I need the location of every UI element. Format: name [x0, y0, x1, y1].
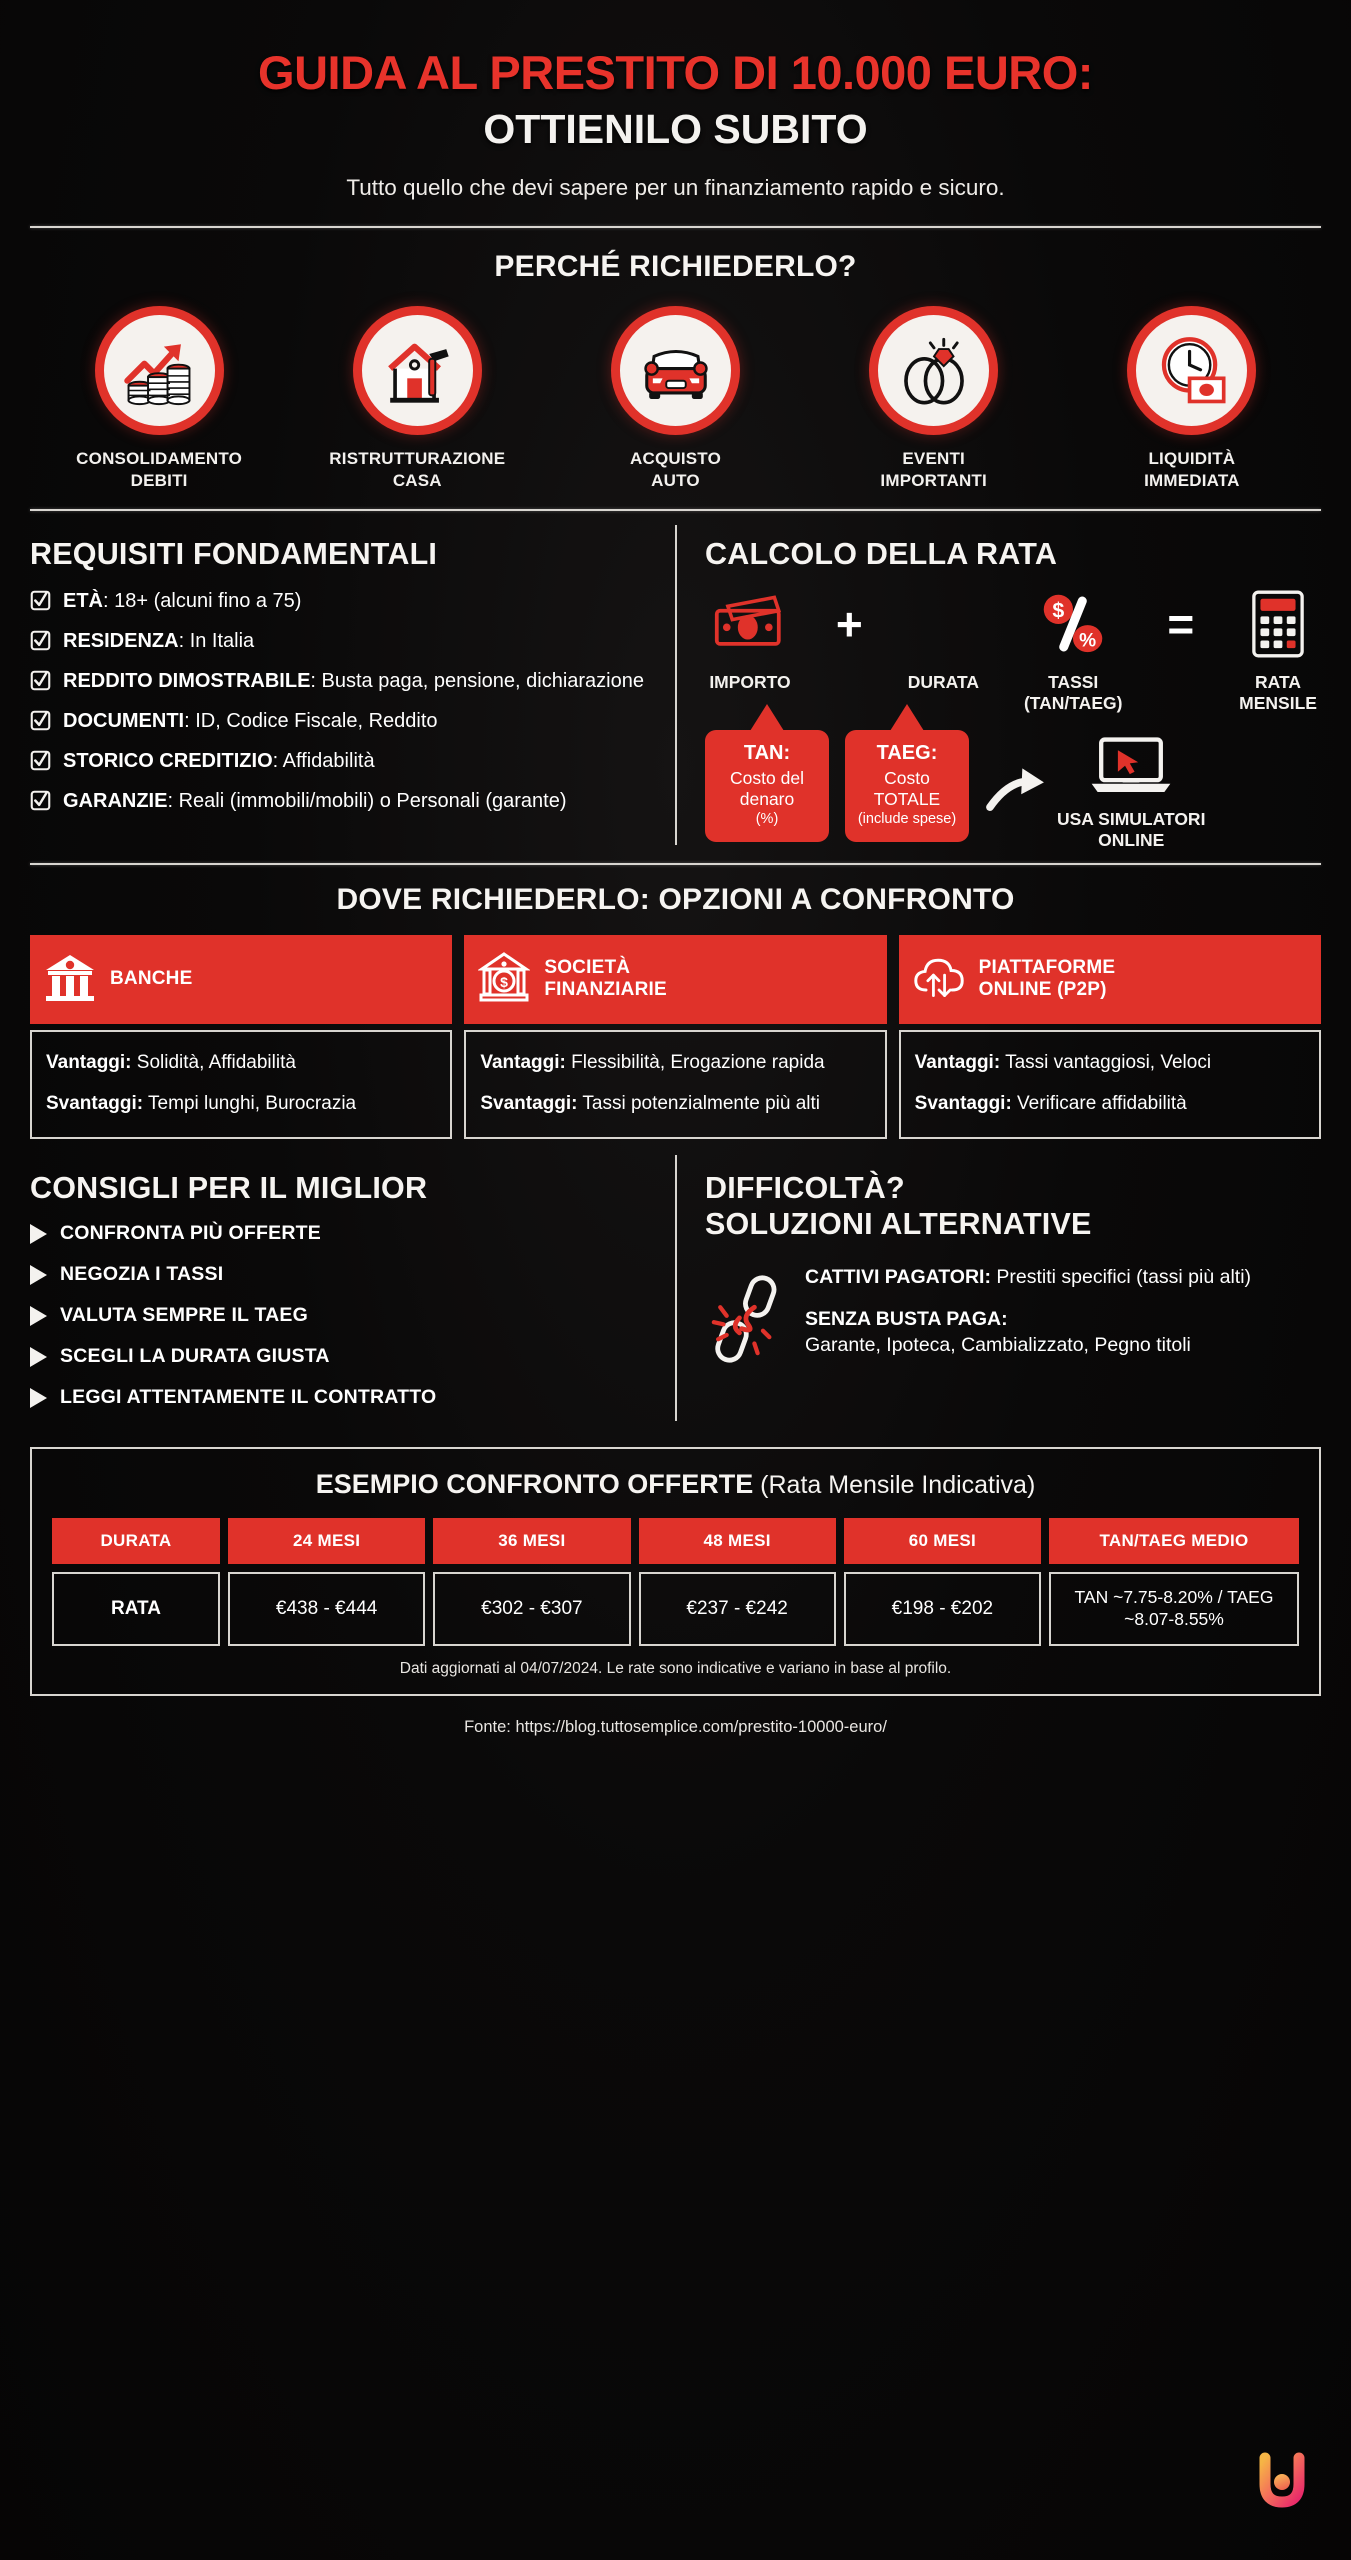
page-tagline: Tutto quello che devi sapere per un finanziamento rapido e sicuro. — [346, 175, 1005, 201]
card-pros — [480, 1050, 870, 1076]
difficolta-label: CATTIVI PAGATORI: — [805, 1266, 991, 1289]
formula-label: DURATA — [907, 671, 980, 692]
card-pros — [46, 1050, 436, 1076]
badge-ristrutturazione — [353, 306, 482, 435]
finance-building-icon — [478, 951, 530, 1008]
cons-value: Tassi potenzialmente più alti — [577, 1093, 821, 1115]
simulator-label — [1057, 809, 1205, 851]
comparison-table — [30, 1447, 1321, 1696]
checkbox-icon — [30, 590, 51, 611]
formula-importo — [709, 588, 791, 693]
formula-label: RATA MENSILE — [1239, 671, 1317, 713]
tip-label: SCEGLI LA DURATA GIUSTA — [60, 1345, 330, 1368]
arrow-up-icon — [750, 704, 784, 731]
requisiti-calcolo-section — [30, 519, 1321, 851]
formula-row — [705, 588, 1321, 714]
house-hammer-icon — [378, 332, 456, 410]
tip-label: VALUTA SEMPRE IL TAEG — [60, 1304, 308, 1327]
dove-section — [30, 883, 1321, 1139]
card-body-societa — [464, 1030, 886, 1139]
requisiti-heading: REQUISITI FONDAMENTALI — [30, 536, 438, 571]
why-label-consolidamento — [38, 448, 280, 491]
requisiti-value: : In Italia — [178, 629, 255, 652]
difficolta-heading-line1: DIFFICOLTÀ? — [705, 1171, 905, 1206]
coins-growth-icon — [120, 332, 198, 410]
requisiti-value: : 18+ (alcuni fino a 75) — [103, 589, 302, 612]
table-header-row — [52, 1518, 1299, 1564]
why-item-consolidamento — [38, 306, 280, 491]
checkbox-icon — [30, 750, 51, 771]
checkbox-icon — [30, 790, 51, 811]
taeg-body: Costo TOTALE — [873, 767, 941, 810]
difficolta-text — [805, 1265, 1321, 1375]
card-header-piattaforme — [899, 935, 1321, 1024]
simulator-block — [985, 730, 1321, 851]
difficolta-item — [805, 1265, 1321, 1291]
list-item-text — [63, 628, 254, 654]
table-cell: €237 - €242 — [639, 1572, 836, 1646]
table-cell: €302 - €307 — [433, 1572, 630, 1646]
table-header-cell: DURATA — [52, 1518, 220, 1564]
calcolo-column — [677, 519, 1321, 851]
simulator-line1: USA SIMULATORI — [1057, 808, 1206, 829]
why-label-line2: AUTO — [651, 470, 700, 490]
why-item-ristrutturazione — [296, 306, 538, 491]
formula-operator-equals: = — [1167, 597, 1195, 650]
card-header-societa — [464, 935, 886, 1024]
requisiti-label: GARANZIE — [63, 789, 168, 812]
formula-label: TASSI (TAN/TAEG) — [1023, 671, 1123, 713]
table-cell: RATA — [52, 1572, 220, 1646]
car-icon — [637, 332, 715, 410]
why-label-ristrutturazione — [296, 448, 538, 491]
table-header-cell: 60 MESI — [844, 1518, 1041, 1564]
checkbox-icon — [30, 710, 51, 731]
requisiti-label: STORICO CREDITIZIO — [63, 749, 273, 772]
why-item-auto — [554, 306, 796, 491]
difficolta-heading — [705, 1171, 1321, 1243]
dove-heading: DOVE RICHIEDERLO: OPZIONI A CONFRONTO — [336, 882, 1015, 916]
list-item — [30, 668, 649, 694]
list-item-text — [63, 788, 566, 814]
curved-arrow-icon — [985, 764, 1051, 823]
formula-label: IMPORTO — [709, 671, 791, 692]
percent-dollar-icon — [1024, 588, 1123, 660]
table-header-cell: 36 MESI — [433, 1518, 630, 1564]
pros-label: Vantaggi: — [914, 1051, 1001, 1073]
requisiti-value: : ID, Codice Fiscale, Reddito — [184, 709, 438, 732]
taeg-title: TAEG: — [876, 741, 938, 764]
cons-label: Svantaggi: — [914, 1093, 1012, 1115]
tip-label: NEGOZIA I TASSI — [60, 1263, 224, 1286]
arrow-right-icon — [30, 1306, 47, 1326]
why-item-eventi — [813, 306, 1055, 491]
requisiti-label: ETÀ — [63, 589, 103, 612]
why-items — [30, 306, 1321, 491]
checkbox-icon — [30, 670, 51, 691]
table-title — [52, 1469, 1299, 1500]
cons-value: Tempi lunghi, Burocrazia — [143, 1093, 357, 1115]
arrow-up-icon — [890, 704, 924, 731]
list-item — [30, 1222, 649, 1245]
why-heading: PERCHÉ RICHIEDERLO? — [494, 250, 857, 284]
card-pros — [915, 1050, 1305, 1076]
pros-value: Solidità, Affidabilità — [131, 1051, 296, 1073]
list-item — [30, 708, 649, 734]
card-body-piattaforme — [899, 1030, 1321, 1139]
consigli-column — [30, 1149, 675, 1427]
source-link[interactable]: Fonte: https://blog.tuttosemplice.com/prestito-10000-euro/ — [464, 1717, 887, 1736]
calcolo-heading: CALCOLO DELLA RATA — [705, 536, 1058, 571]
difficolta-heading-line2: SOLUZIONI ALTERNATIVE — [705, 1207, 1092, 1242]
why-label-line1: EVENTI — [902, 449, 965, 469]
table-note: Dati aggiornati al 04/07/2024. Le rate sono indicative e variano in base al profilo. — [399, 1659, 952, 1677]
page-title-main: GUIDA AL PRESTITO DI 10.000 EURO: — [258, 46, 1093, 99]
requisiti-label: DOCUMENTI — [63, 709, 185, 732]
why-label-line1: RISTRUTTURAZIONE — [329, 449, 506, 469]
cons-value: Verificare affidabilità — [1011, 1093, 1187, 1115]
formula-rata — [1239, 588, 1317, 714]
calculator-icon — [1239, 588, 1317, 660]
list-item-text — [63, 668, 644, 694]
tan-taeg-row — [705, 730, 1321, 851]
arrow-right-icon — [30, 1265, 47, 1285]
table-cell: €198 - €202 — [844, 1572, 1041, 1646]
why-label-line2: IMMEDIATA — [1144, 470, 1240, 490]
clock-money-icon — [1153, 332, 1231, 410]
arrow-right-icon — [30, 1388, 47, 1408]
list-item — [30, 628, 649, 654]
arrow-right-icon — [30, 1347, 47, 1367]
list-item — [30, 1263, 649, 1286]
list-item — [30, 1345, 649, 1368]
u-gradient-logo-icon — [1259, 2452, 1305, 2508]
card-title: BANCHE — [110, 968, 193, 990]
table-header-cell: 48 MESI — [639, 1518, 836, 1564]
badge-eventi — [869, 306, 998, 435]
difficolta-column — [677, 1149, 1321, 1427]
checkbox-icon — [30, 630, 51, 651]
requisiti-value: : Busta paga, pensione, dichiarazione — [310, 669, 644, 692]
card-piattaforme-online[interactable] — [899, 935, 1321, 1139]
list-item — [30, 788, 649, 814]
badge-consolidamento — [95, 306, 224, 435]
card-title: PIATTAFORME ONLINE (P2P) — [978, 956, 1116, 1001]
requisiti-list — [30, 588, 649, 814]
card-cons — [915, 1091, 1305, 1117]
svg-text:%: % — [1079, 630, 1097, 652]
tip-label: LEGGI ATTENTAMENTE IL CONTRATTO — [60, 1386, 437, 1409]
difficolta-value: Garante, Ipoteca, Cambializzato, Pegno titoli — [805, 1333, 1191, 1356]
card-title: SOCIETÀ FINANZIARIE — [544, 956, 667, 1001]
pros-value: Flessibilità, Erogazione rapida — [565, 1051, 825, 1073]
consigli-heading: CONSIGLI PER IL MIGLIOR — [30, 1171, 428, 1206]
header — [30, 0, 1321, 201]
simulator-line2: ONLINE — [1098, 829, 1165, 850]
formula-durata — [908, 588, 979, 693]
card-cons — [46, 1091, 436, 1117]
table-row — [52, 1572, 1299, 1646]
badge-liquidita — [1127, 306, 1256, 435]
card-cons — [480, 1091, 870, 1117]
table-header-cell: TAN/TAEG MEDIO — [1049, 1518, 1299, 1564]
divider-why — [30, 509, 1321, 511]
bank-building-icon — [44, 951, 96, 1008]
svg-text:$: $ — [500, 973, 509, 990]
why-label-auto — [554, 448, 796, 491]
pros-value: Tassi vantaggiosi, Veloci — [1000, 1051, 1212, 1073]
why-label-line2: DEBITI — [130, 470, 188, 490]
list-item — [30, 1386, 649, 1409]
taeg-small: (include spese) — [857, 810, 957, 827]
consigli-difficolta-section — [30, 1149, 1321, 1427]
broken-chain-icon — [705, 1265, 791, 1372]
why-label-liquidita — [1071, 448, 1313, 491]
why-label-line1: ACQUISTO — [629, 449, 722, 469]
difficolta-item — [805, 1307, 1321, 1359]
list-item-text — [63, 708, 438, 734]
requisiti-label: REDDITO DIMOSTRABILE — [63, 669, 311, 692]
svg-text:$: $ — [1052, 598, 1065, 623]
why-label-line1: CONSOLIDAMENTO — [76, 449, 243, 469]
why-label-line1: LIQUIDITÀ — [1148, 449, 1236, 469]
list-item-text — [63, 748, 375, 774]
difficolta-value: Prestiti specifici (tassi più alti) — [990, 1266, 1252, 1289]
card-banche[interactable] — [30, 935, 452, 1139]
wedding-rings-icon — [895, 332, 973, 410]
list-item — [30, 748, 649, 774]
cons-label: Svantaggi: — [46, 1093, 144, 1115]
cloud-transfer-icon — [913, 951, 965, 1008]
table-cell: TAN ~7.75-8.20% / TAEG ~8.07-8.55% — [1049, 1572, 1299, 1646]
tan-title: TAN: — [743, 741, 791, 764]
difficolta-body — [705, 1265, 1321, 1375]
list-item — [30, 1304, 649, 1327]
pros-label: Vantaggi: — [480, 1051, 566, 1073]
why-label-line2: CASA — [392, 470, 442, 490]
table-cell: €438 - €444 — [228, 1572, 425, 1646]
why-label-line2: IMPORTANTI — [880, 470, 987, 490]
tan-small: (%) — [755, 810, 779, 827]
table-header-cell: 24 MESI — [228, 1518, 425, 1564]
tan-body: Costo del denaro — [730, 767, 804, 810]
why-label-eventi — [813, 448, 1055, 491]
cons-label: Svantaggi: — [480, 1093, 578, 1115]
laptop-cursor-icon — [1089, 785, 1173, 802]
taeg-badge — [845, 730, 969, 842]
requisiti-label: RESIDENZA — [63, 629, 179, 652]
list-item — [30, 588, 649, 614]
requisiti-column — [30, 519, 675, 851]
tan-badge — [705, 730, 829, 842]
card-body-banche — [30, 1030, 452, 1139]
table-title-bold: ESEMPIO CONFRONTO OFFERTE — [315, 1469, 754, 1500]
badge-auto — [611, 306, 740, 435]
formula-tassi — [1024, 588, 1123, 714]
requisiti-value: : Affidabilità — [272, 749, 375, 772]
card-societa-finanziarie[interactable] — [464, 935, 886, 1139]
difficolta-label: SENZA BUSTA PAGA: — [805, 1308, 1008, 1331]
table-title-light: (Rata Mensile Indicativa) — [753, 1471, 1036, 1500]
why-item-liquidita — [1071, 306, 1313, 491]
pros-label: Vantaggi: — [46, 1051, 132, 1073]
banknotes-icon — [709, 588, 791, 660]
page-title-sub: OTTIENILO SUBITO — [483, 106, 868, 153]
why-section — [30, 228, 1321, 491]
dove-cards — [30, 935, 1321, 1139]
card-header-banche — [30, 935, 452, 1024]
list-item-text — [63, 588, 301, 614]
divider-calcolo — [30, 863, 1321, 865]
requisiti-value: : Reali (immobili/mobili) o Personali (garante) — [167, 789, 567, 812]
formula-operator-plus: + — [835, 597, 863, 650]
calendar-duration-icon — [908, 588, 979, 660]
tip-label: CONFRONTA PIÙ OFFERTE — [60, 1222, 321, 1245]
arrow-right-icon — [30, 1224, 47, 1244]
